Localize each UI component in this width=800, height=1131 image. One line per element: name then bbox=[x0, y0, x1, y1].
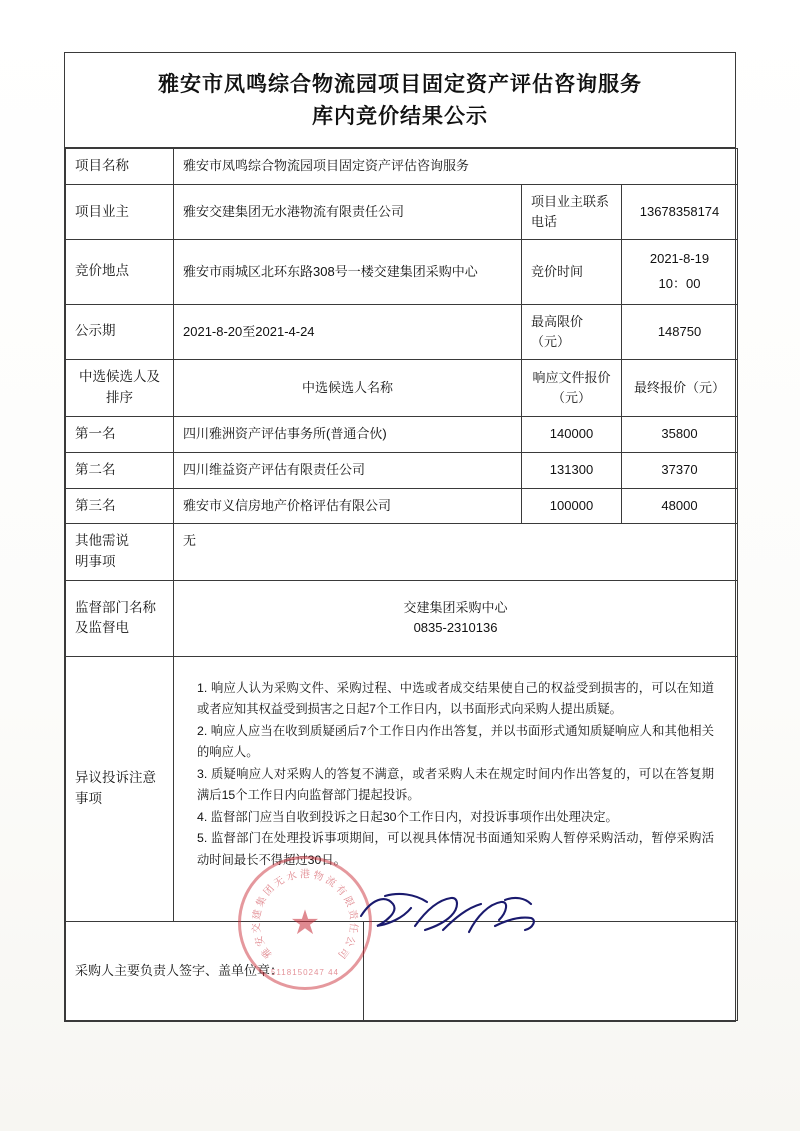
candidate-response-price-3: 100000 bbox=[522, 488, 622, 524]
place-label: 竞价地点 bbox=[66, 240, 174, 304]
table-row-signature bbox=[66, 921, 738, 1020]
table-row-place-time bbox=[66, 240, 738, 304]
time-value bbox=[622, 240, 738, 304]
objection-notes bbox=[174, 656, 738, 921]
title-line-2: 库内竞价结果公示 bbox=[312, 105, 488, 128]
table-row-supervisor bbox=[66, 581, 738, 656]
owner-label: 项目业主 bbox=[66, 184, 174, 239]
final-price-label: 最终报价（元） bbox=[622, 359, 738, 416]
seal-ring-text: 雅 安 交 建 集 团 无 水 港 物 流 有 限 责 任 公 司 bbox=[251, 869, 359, 960]
announcement-sheet bbox=[64, 52, 736, 1022]
response-price-label: 响应文件报价（元） bbox=[522, 359, 622, 416]
table-row-owner bbox=[66, 184, 738, 239]
table-row bbox=[66, 488, 738, 524]
seal-bottom-text: 5118150247 44 bbox=[270, 968, 340, 977]
other-matters-label bbox=[66, 524, 174, 581]
supervisor-label: 监督部门名称及监督电 bbox=[66, 581, 174, 656]
table-row-publicity-ceiling bbox=[66, 304, 738, 359]
table-row-objection bbox=[66, 656, 738, 921]
table-row bbox=[66, 452, 738, 488]
other-matters-value: 无 bbox=[174, 524, 738, 581]
time-value-clock: 10：00 bbox=[658, 275, 701, 291]
objection-note-5: 5. 监督部门在处理投诉事项期间，可以视具体情况书面通知采购人暂停采购活动，暂停采购活动时间最长不得超过30日。 bbox=[197, 831, 715, 867]
other-matters-label-line-1: 其他需说 bbox=[75, 533, 129, 549]
owner-value: 雅安交建集团无水港物流有限责任公司 bbox=[174, 184, 522, 239]
ceiling-label: 最高限价（元） bbox=[522, 304, 622, 359]
time-label: 竞价时间 bbox=[522, 240, 622, 304]
project-name-value: 雅安市凤鸣综合物流园项目固定资产评估咨询服务 bbox=[174, 149, 738, 185]
candidate-name-1: 四川雅洲资产评估事务所(普通合伙) bbox=[174, 416, 522, 452]
page-title bbox=[65, 53, 735, 148]
candidate-rank-3: 第三名 bbox=[66, 488, 174, 524]
candidate-final-price-3: 48000 bbox=[622, 488, 738, 524]
table-row bbox=[66, 416, 738, 452]
project-name-label: 项目名称 bbox=[66, 149, 174, 185]
objection-label: 异议投诉注意事项 bbox=[66, 656, 174, 921]
time-value-date: 2021-8-19 bbox=[649, 251, 710, 267]
publicity-label: 公示期 bbox=[66, 304, 174, 359]
candidate-name-3: 雅安市义信房地产价格评估有限公司 bbox=[174, 488, 522, 524]
objection-note-3: 3. 质疑响应人对采购人的答复不满意，或者采购人未在规定时间内作出答复的，可以在答复期满后15个工作日内向监督部门提起投诉。 bbox=[197, 766, 715, 803]
owner-phone-label: 项目业主联系电话 bbox=[522, 184, 622, 239]
signature-label: 采购人主要负责人签字、盖单位章： bbox=[66, 921, 364, 1020]
candidate-response-price-1: 140000 bbox=[522, 416, 622, 452]
candidate-response-price-2: 131300 bbox=[522, 452, 622, 488]
objection-note-1: 1. 响应人认为采购文件、采购过程、中选或者成交结果使自己的权益受到损害的，可以在知道或者应知其权益受到损害之日起7个工作日内，以书面形式向采购人提出质疑。 bbox=[197, 680, 715, 717]
table-row-project-name bbox=[66, 149, 738, 185]
candidate-rank-1: 第一名 bbox=[66, 416, 174, 452]
objection-note-4: 4. 监督部门应当自收到投诉之日起30个工作日内，对投诉事项作出处理决定。 bbox=[197, 809, 618, 824]
place-value: 雅安市雨城区北环东路308号一楼交建集团采购中心 bbox=[174, 240, 522, 304]
owner-phone-value: 13678358174 bbox=[622, 184, 738, 239]
candidate-name-2: 四川维益资产评估有限责任公司 bbox=[174, 452, 522, 488]
table-header-candidates bbox=[66, 359, 738, 416]
table-row-other bbox=[66, 524, 738, 581]
announcement-table bbox=[65, 148, 738, 1021]
star-icon: ★ bbox=[289, 904, 321, 942]
candidate-final-price-2: 37370 bbox=[622, 452, 738, 488]
ceiling-value: 148750 bbox=[622, 304, 738, 359]
candidate-final-price-1: 35800 bbox=[622, 416, 738, 452]
objection-note-2: 2. 响应人应当在收到质疑函后7个工作日内作出答复，并以书面形式通知质疑响应人和其他相关的响应人。 bbox=[197, 723, 715, 760]
candidate-rank-2: 第二名 bbox=[66, 452, 174, 488]
publicity-value: 2021-8-20至2021-4-24 bbox=[174, 304, 522, 359]
signature-area bbox=[364, 921, 738, 1020]
supervisor-value bbox=[174, 581, 738, 656]
title-line-1: 雅安市凤鸣综合物流园项目固定资产评估咨询服务 bbox=[158, 73, 642, 96]
supervisor-department-name: 交建集团采购中心 bbox=[403, 600, 508, 616]
candidate-name-label: 中选候选人名称 bbox=[174, 359, 522, 416]
other-matters-label-line-2: 明事项 bbox=[75, 554, 116, 570]
supervisor-phone: 0835-2310136 bbox=[413, 620, 498, 636]
candidate-rank-label: 中选候选人及排序 bbox=[66, 359, 174, 416]
